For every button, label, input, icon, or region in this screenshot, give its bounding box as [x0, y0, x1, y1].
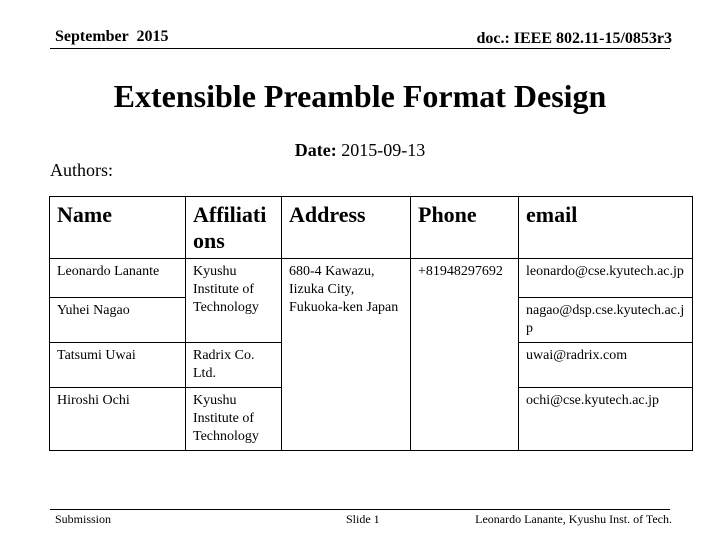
- cell-name: Hiroshi Ochi: [50, 388, 186, 451]
- cell-affiliation: Kyushu Institute of Technology: [186, 388, 282, 451]
- authors-label: Authors:: [50, 160, 113, 180]
- header-phone: Phone: [411, 197, 519, 259]
- date-value: 2015-09-13: [341, 140, 426, 160]
- slide-title: Extensible Preamble Format Design: [113, 78, 607, 114]
- date-label: Date:: [294, 140, 337, 160]
- footer-submission: Submission: [55, 512, 112, 526]
- footer-slide-number: Slide 1: [346, 512, 380, 526]
- table-header-row: [50, 197, 693, 259]
- footer-divider: [50, 509, 670, 510]
- cell-name: Tatsumi Uwai: [50, 343, 186, 388]
- header-affiliations: Affiliati ons: [186, 197, 282, 259]
- cell-email: nagao@dsp.cse.kyutech.ac.jp: [519, 298, 693, 343]
- authors-table: [49, 196, 693, 451]
- header-email: email: [519, 197, 693, 259]
- header-name: Name: [50, 197, 186, 259]
- date-line: [0, 140, 720, 161]
- header-divider: [50, 48, 670, 49]
- cell-name: Leonardo Lanante: [50, 259, 186, 298]
- table-row: [50, 259, 693, 298]
- cell-affiliation: Kyushu Institute of Technology: [186, 259, 282, 343]
- cell-phone: +81948297692: [411, 259, 519, 451]
- cell-address: 680-4 Kawazu, Iizuka City, Fukuoka-ken Japan: [282, 259, 411, 451]
- cell-email: leonardo@cse.kyutech.ac.jp: [519, 259, 693, 298]
- cell-affiliation: Radrix Co. Ltd.: [186, 343, 282, 388]
- cell-email: uwai@radrix.com: [519, 343, 693, 388]
- header-doc-id: doc.: IEEE 802.11-15/0853r3: [476, 30, 672, 47]
- cell-email: ochi@cse.kyutech.ac.jp: [519, 388, 693, 451]
- header-date: September 2015: [55, 28, 169, 45]
- footer-author: Leonardo Lanante, Kyushu Inst. of Tech.: [475, 512, 672, 526]
- cell-name: Yuhei Nagao: [50, 298, 186, 343]
- header-address: Address: [282, 197, 411, 259]
